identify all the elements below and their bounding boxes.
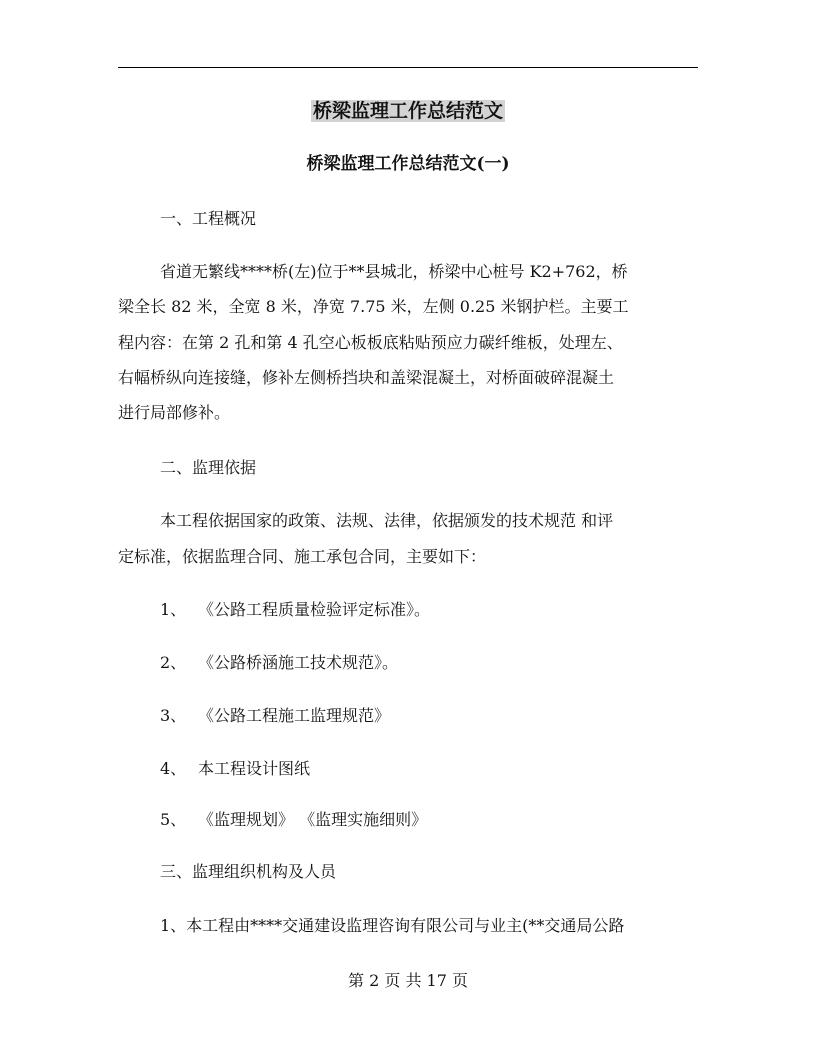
- section-heading-basis: 二、监理依据: [160, 458, 257, 477]
- list-item-number: 5、: [160, 810, 187, 829]
- header-rule: [118, 67, 698, 68]
- list-item-number: 4、: [160, 759, 187, 778]
- page-number: 第 2 页 共 17 页: [348, 971, 468, 990]
- list-item-number: 3、: [160, 706, 187, 725]
- section-heading-overview: 一、工程概况: [160, 209, 257, 228]
- paragraph-line: 进行局部修补。: [118, 403, 231, 422]
- list-item: [160, 651, 398, 675]
- paragraph-line: 本工程依据国家的政策、法规、法律，依据颁发的技术规范 和评: [160, 511, 614, 530]
- document-title: [0, 97, 816, 125]
- document-title-text: 桥梁监理工作总结范文: [312, 100, 503, 122]
- list-item-text: 《公路工程施工监理规范》: [198, 706, 391, 725]
- list-item: [160, 808, 427, 832]
- list-item-text: 《公路桥涵施工技术规范》。: [198, 653, 399, 672]
- list-item-number: 2、: [160, 653, 187, 672]
- section-heading-organization: 三、监理组织机构及人员: [160, 862, 337, 881]
- list-item: [160, 757, 310, 781]
- paragraph-line: 1、本工程由****交通建设监理咨询有限公司与业主(**交通局公路: [160, 916, 625, 935]
- list-item-text: 本工程设计图纸: [198, 759, 311, 778]
- document-subtitle: 桥梁监理工作总结范文(一): [306, 154, 510, 174]
- list-item: [160, 704, 390, 728]
- list-item: [160, 598, 430, 622]
- paragraph-line: 程内容：在第 2 孔和第 4 孔空心板板底粘贴预应力碳纤维板，处理左、: [118, 333, 623, 352]
- paragraph-line: 省道无繁线****桥(左)位于**县城北，桥梁中心桩号 K2+762，桥: [160, 262, 628, 281]
- list-item-number: 1、: [160, 600, 187, 619]
- list-item-text: 《公路工程质量检验评定标准》。: [198, 600, 431, 619]
- paragraph-line: 定标准，依据监理合同、施工承包合同，主要如下：: [118, 547, 487, 566]
- paragraph-line: 梁全长 82 米，全宽 8 米，净宽 7.75 米，左侧 0.25 米钢护栏。主要工: [118, 297, 629, 316]
- list-item-text: 《监理规划》 《监理实施细则》: [198, 810, 428, 829]
- paragraph-line: 右幅桥纵向连接缝，修补左侧桥挡块和盖梁混凝土，对桥面破碎混凝土: [118, 368, 615, 387]
